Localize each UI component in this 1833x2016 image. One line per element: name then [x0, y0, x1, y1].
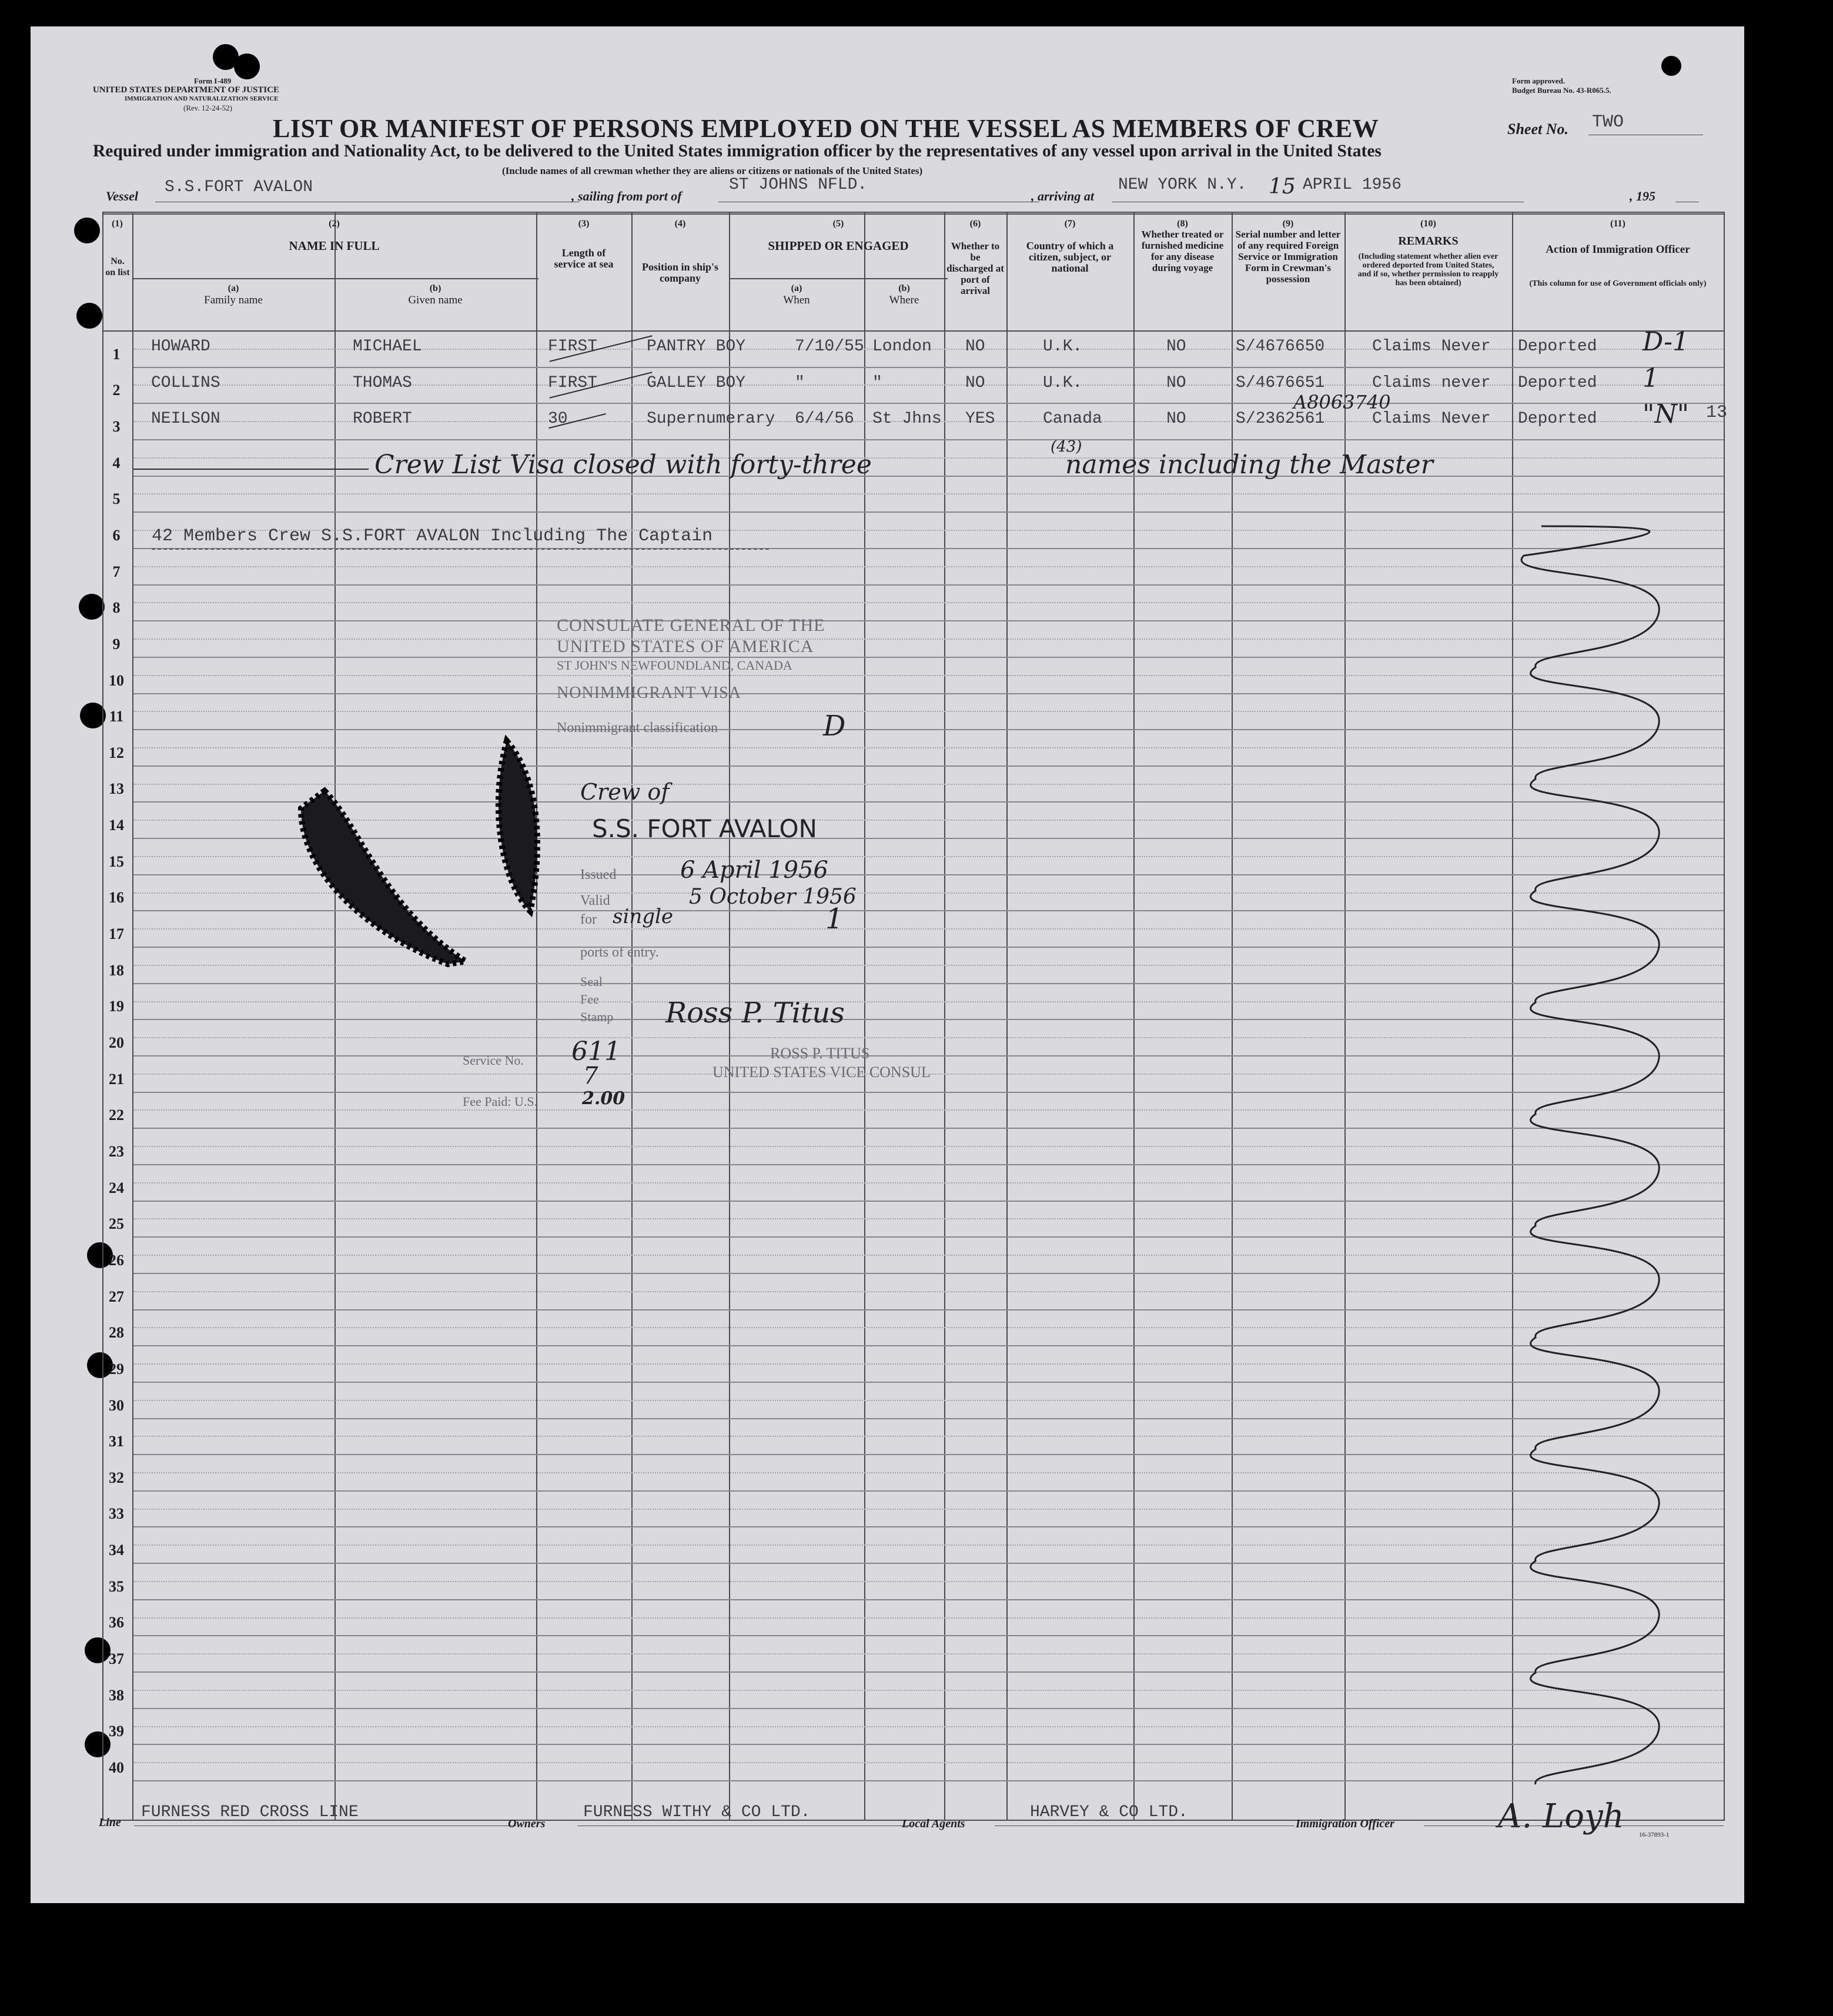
shipped-when-cell: 7/10/55	[795, 337, 864, 356]
ports-of-entry: ports of entry.	[580, 945, 659, 960]
discharged-cell: NO	[965, 337, 985, 356]
vessel-label: Vessel	[106, 189, 138, 203]
col4-number: (4)	[674, 219, 686, 229]
sailing-port: ST JOHNS NFLD.	[729, 176, 868, 194]
row-number: 26	[109, 1252, 124, 1269]
action-cell: Deported	[1518, 374, 1597, 392]
row-divider	[133, 1526, 1724, 1527]
subtitle-note: (Include names of all crewman whether they are aliens or citizens or nationals of the United States)	[502, 165, 923, 176]
shipped-when-cell: "	[795, 374, 805, 392]
row-guide	[133, 1218, 1724, 1219]
col6-number: (6)	[969, 219, 981, 229]
punch-hole	[76, 303, 102, 329]
col8-number: (8)	[1177, 219, 1188, 229]
family-name-cell: COLLINS	[151, 374, 220, 392]
row-guide	[133, 1581, 1724, 1582]
col11-number: (11)	[1610, 219, 1625, 229]
given-name-cell: ROBERT	[353, 410, 412, 428]
row-guide	[133, 1509, 1724, 1510]
fee-paid-label: Fee Paid: U.S.	[463, 1094, 538, 1109]
col2-header: NAME IN FULL	[289, 239, 380, 253]
col10-note: (Including statement whether alien ever ordered deported from United States, and if so, whether permission to reapply has been obtained)	[1357, 252, 1499, 287]
row-divider	[133, 1490, 1724, 1492]
row-divider	[133, 1345, 1724, 1346]
country-cell: U.K.	[1043, 374, 1083, 392]
discharged-cell: NO	[965, 374, 985, 392]
vessel-name: S.S.FORT AVALON	[165, 178, 313, 196]
stamp-line-2: UNITED STATES OF AMERICA	[557, 637, 814, 656]
row-divider	[133, 1164, 1724, 1165]
crew-count-paren: (43)	[1051, 438, 1082, 456]
stamp-line-1: CONSULATE GENERAL OF THE	[557, 616, 825, 635]
row-guide	[133, 1255, 1724, 1256]
shipped-when-cell: 6/4/56	[795, 410, 854, 428]
row-divider	[133, 1382, 1724, 1383]
serial-number-cell: S/2362561	[1236, 410, 1325, 428]
position-cell: PANTRY BOY	[647, 337, 746, 356]
col5-header: SHIPPED OR ENGAGED	[768, 239, 909, 253]
department-name: UNITED STATES DEPARTMENT OF JUSTICE	[93, 85, 280, 95]
row-guide	[133, 1109, 1724, 1111]
form-number: Form I-489	[194, 76, 232, 85]
print-code: 16-37893-1	[1639, 1831, 1670, 1838]
for-label: for	[580, 912, 597, 927]
row-number: 17	[109, 925, 124, 942]
service-no-label: Service No.	[463, 1053, 524, 1068]
sheet-number: TWO	[1592, 112, 1624, 132]
col2b-header: Given name	[408, 294, 463, 306]
entries-type: single	[613, 905, 673, 928]
classification-value: D	[823, 710, 846, 743]
stamp-line-4: NONIMMIGRANT VISA	[557, 684, 741, 702]
row-guide	[133, 1037, 1724, 1038]
row-number: 30	[109, 1397, 124, 1414]
col5-number: (5)	[832, 219, 844, 229]
row-divider	[133, 1273, 1724, 1274]
row-number: 19	[109, 998, 124, 1015]
classification-label: Nonimmigrant classification	[557, 720, 718, 735]
row-guide	[133, 1726, 1724, 1727]
row-number: 21	[109, 1071, 124, 1088]
row-divider	[133, 1671, 1724, 1673]
issued-date: 6 April 1956	[680, 857, 828, 884]
row-number: 3	[112, 418, 121, 435]
void-wavy-line	[1512, 497, 1724, 1826]
row-divider	[133, 620, 1724, 621]
col9-header: Serial number and letter of any required Foreign Service or Immigration Form in Crewman's possession	[1235, 229, 1341, 285]
row-number: 24	[109, 1179, 124, 1196]
row-divider	[133, 1744, 1724, 1745]
medicine-cell: NO	[1166, 337, 1186, 356]
row-number: 2	[112, 382, 121, 399]
col2-number: (2)	[329, 219, 340, 229]
footer-officer-label: Immigration Officer	[1296, 1817, 1394, 1830]
action-mark: 1	[1643, 363, 1659, 393]
col5a-number: (a)	[791, 283, 802, 293]
col1-header: No. on list	[105, 256, 130, 278]
service-name: IMMIGRATION AND NATURALIZATION SERVICE	[125, 95, 279, 102]
footer-line-value: FURNESS RED CROSS LINE	[141, 1803, 359, 1821]
fee-paid-amount: 2.00	[582, 1088, 626, 1109]
consul-signature: Ross P. Titus	[665, 997, 845, 1029]
action-cell: Deported	[1518, 337, 1597, 356]
row-number: 27	[109, 1288, 124, 1305]
footer-line-label: Line	[99, 1816, 121, 1829]
remarks-cell: Claims Never	[1372, 337, 1491, 356]
including-master-note: names including the Master	[1065, 450, 1433, 480]
row-number: 15	[109, 853, 124, 870]
row-number: 32	[109, 1469, 124, 1486]
row-number: 4	[112, 454, 121, 472]
given-name-cell: THOMAS	[353, 374, 412, 392]
row-divider	[133, 1599, 1724, 1600]
arrival-day: 15	[1269, 175, 1296, 199]
col7-header: Country of which a citizen, subject, or national	[1026, 240, 1114, 274]
row-divider	[133, 584, 1724, 586]
discharged-cell: YES	[965, 410, 995, 428]
row-divider	[133, 1708, 1724, 1709]
subtitle: Required under immigration and Nationality Act, to be delivered to the United States immigration officer by the representatives of any vessel upon arrival in the United States	[93, 142, 1382, 161]
row-divider	[133, 1236, 1724, 1238]
row-number: 20	[109, 1034, 124, 1051]
col10-number: (10)	[1420, 219, 1436, 229]
row-number: 8	[112, 599, 121, 616]
punch-hole	[234, 54, 260, 79]
seal-fragment-left	[277, 761, 495, 985]
family-name-cell: NEILSON	[151, 410, 220, 428]
row-divider	[133, 367, 1724, 368]
row-guide	[133, 1653, 1724, 1654]
footer-owners-value: FURNESS WITHY & CO LTD.	[583, 1803, 811, 1821]
footer-agents-value: HARVEY & CO LTD.	[1030, 1803, 1188, 1821]
row-number: 33	[109, 1505, 124, 1522]
row-number: 31	[109, 1433, 124, 1450]
footer-agents-label: Local Agents	[902, 1817, 965, 1830]
remarks-cell: Claims never	[1372, 374, 1491, 392]
row-number: 13	[109, 780, 124, 797]
row-guide	[133, 1472, 1724, 1473]
arriving-label: , arriving at	[1031, 189, 1094, 203]
handwritten-7: 7	[583, 1062, 598, 1089]
row-guide	[133, 1400, 1724, 1401]
position-cell: Supernumerary	[647, 410, 775, 428]
row-guide	[133, 1544, 1724, 1546]
length-of-service-cell: FIRST	[548, 337, 598, 356]
col5b-number: (b)	[898, 283, 910, 293]
row-number: 37	[109, 1650, 124, 1667]
row-guide	[133, 1762, 1724, 1763]
row-divider	[133, 1092, 1724, 1093]
col11-note: (This column for use of Government officials only)	[1529, 279, 1707, 288]
shipped-where-cell: "	[872, 374, 882, 392]
crew-of-label: Crew of	[580, 779, 670, 805]
col10-header: REMARKS	[1398, 235, 1459, 248]
punch-hole	[1661, 56, 1681, 76]
row-guide	[133, 602, 1724, 603]
punch-hole	[74, 218, 100, 243]
row-guide	[133, 1363, 1724, 1365]
row-number: 18	[109, 962, 124, 979]
row-guide	[133, 1182, 1724, 1183]
row-guide	[133, 457, 1724, 459]
row-divider	[133, 1563, 1724, 1564]
entries-count: 1	[825, 902, 844, 935]
revision-date: (Rev. 12-24-52)	[183, 103, 232, 112]
row-divider	[133, 729, 1724, 730]
stamp-line-3: ST JOHN'S NEWFOUNDLAND, CANADA	[557, 658, 792, 673]
row-guide	[133, 566, 1724, 567]
seal-fragment-right	[466, 735, 554, 929]
row-divider	[133, 403, 1724, 404]
manifest-sheet	[31, 26, 1744, 1903]
row-divider	[133, 1635, 1724, 1636]
medicine-cell: NO	[1166, 410, 1186, 428]
shipped-where-cell: London	[872, 337, 932, 356]
row-divider	[133, 693, 1724, 694]
row-guide	[133, 1327, 1724, 1328]
stamp-label: Stamp	[580, 1009, 614, 1024]
col4-header: Position in ship's company	[641, 261, 719, 284]
position-cell: GALLEY BOY	[647, 374, 746, 392]
crew-total-note: 42 Members Crew S.S.FORT AVALON Including The Captain	[152, 526, 713, 546]
col3-header: Length of service at sea	[554, 247, 614, 270]
sailing-label: , sailing from port of	[571, 189, 682, 203]
row-guide	[133, 638, 1724, 640]
row-guide	[133, 1617, 1724, 1619]
footer-owners-label: Owners	[508, 1817, 546, 1830]
row-number: 35	[109, 1578, 124, 1595]
row-guide	[133, 711, 1724, 712]
crew-list-visa-note: Crew List Visa closed with forty-three	[374, 450, 872, 480]
col9-number: (9)	[1282, 219, 1294, 229]
row-guide	[133, 747, 1724, 748]
row-number: 7	[112, 563, 121, 580]
row-number: 28	[109, 1324, 124, 1341]
row-guide	[133, 1146, 1724, 1147]
row-divider	[133, 1019, 1724, 1020]
col2a-number: (a)	[228, 283, 239, 293]
col1-number: (1)	[112, 219, 123, 229]
row-guide	[133, 675, 1724, 676]
row-number: 23	[109, 1143, 124, 1160]
row-divider	[133, 1309, 1724, 1310]
row-guide	[133, 1690, 1724, 1691]
issued-label: Issued	[580, 867, 617, 882]
form-approved: Form approved.	[1512, 76, 1566, 85]
valid-until: 5 October 1956	[689, 885, 857, 909]
given-name-cell: MICHAEL	[353, 337, 422, 356]
row-divider	[133, 657, 1724, 658]
row-guide	[133, 1001, 1724, 1002]
officer-signature: A. Loyh	[1498, 1797, 1624, 1836]
col2b-number: (b)	[429, 283, 441, 293]
arriving-port: NEW YORK N.Y.	[1118, 176, 1247, 194]
col7-number: (7)	[1064, 219, 1076, 229]
row-divider	[133, 1780, 1724, 1781]
row-number: 34	[109, 1542, 124, 1559]
row-number: 9	[112, 636, 121, 653]
alien-registration-number: A8063740	[1293, 391, 1391, 413]
action-cell: Deported	[1518, 410, 1597, 428]
serial-number-cell: S/4676650	[1236, 337, 1325, 356]
seal-label: Seal	[580, 974, 603, 989]
row-number: 11	[109, 708, 124, 725]
remarks-cell: Claims Never	[1372, 410, 1491, 428]
row-divider	[133, 1128, 1724, 1129]
row-number: 16	[109, 889, 124, 906]
sheet-label: Sheet No.	[1507, 121, 1568, 138]
stamp-vessel: S.S. FORT AVALON	[592, 814, 817, 843]
row-divider	[133, 1418, 1724, 1419]
col3-number: (3)	[578, 219, 590, 229]
row-guide	[133, 493, 1724, 494]
row-number: 40	[109, 1759, 124, 1776]
col2a-header: Family name	[204, 294, 263, 306]
col5a-header: When	[783, 294, 810, 306]
row-divider	[133, 511, 1724, 513]
row-number: 6	[112, 527, 121, 544]
consul-name: ROSS P. TITUS	[770, 1045, 870, 1062]
country-cell: U.K.	[1043, 337, 1083, 356]
family-name-cell: HOWARD	[151, 337, 210, 356]
row-number: 39	[109, 1723, 124, 1740]
length-of-service-cell: FIRST	[548, 374, 598, 392]
row-number: 36	[109, 1614, 124, 1631]
row-number: 5	[112, 490, 121, 507]
row-divider	[133, 1454, 1724, 1455]
row-number: 14	[109, 817, 124, 834]
page-title: LIST OR MANIFEST OF PERSONS EMPLOYED ON THE VESSEL AS MEMBERS OF CREW	[273, 114, 1379, 143]
shipped-where-cell: St Jhns	[872, 410, 942, 428]
row-number: 10	[109, 672, 124, 689]
col5b-header: Where	[889, 294, 919, 306]
row-number: 22	[109, 1106, 124, 1124]
consul-title: UNITED STATES VICE CONSUL	[713, 1064, 931, 1081]
action-mark: "N"	[1643, 399, 1689, 429]
row-number: 29	[109, 1360, 124, 1378]
col8-header: Whether treated or furnished medicine for any disease during voyage	[1141, 229, 1224, 273]
row-divider	[133, 439, 1724, 440]
country-cell: Canada	[1043, 410, 1102, 428]
arrival-date: APRIL 1956	[1303, 176, 1402, 194]
row-number: 38	[109, 1687, 124, 1704]
row-number: 12	[109, 744, 124, 761]
action-mark: D-1	[1643, 327, 1689, 357]
col6-header: Whether to be discharged at port of arrival	[946, 240, 1004, 296]
margin-number: 13	[1706, 403, 1728, 423]
medicine-cell: NO	[1166, 374, 1186, 392]
row-divider	[133, 1201, 1724, 1202]
row-number: 25	[109, 1215, 124, 1232]
service-number: 611	[571, 1037, 621, 1066]
row-guide	[133, 1291, 1724, 1292]
col11-header: Action of Immigration Officer	[1546, 243, 1690, 256]
fee-label: Fee	[580, 992, 599, 1007]
row-guide	[133, 1436, 1724, 1437]
budget-bureau: Budget Bureau No. 43-R065.5.	[1512, 86, 1611, 95]
row-divider	[133, 476, 1724, 477]
valid-label: Valid	[580, 893, 610, 908]
serial-number-cell: S/4676651	[1236, 374, 1325, 392]
year-suffix: , 195	[1630, 189, 1655, 203]
row-divider	[133, 1055, 1724, 1057]
length-of-service-cell: 30	[548, 410, 568, 428]
row-number: 1	[112, 346, 121, 363]
